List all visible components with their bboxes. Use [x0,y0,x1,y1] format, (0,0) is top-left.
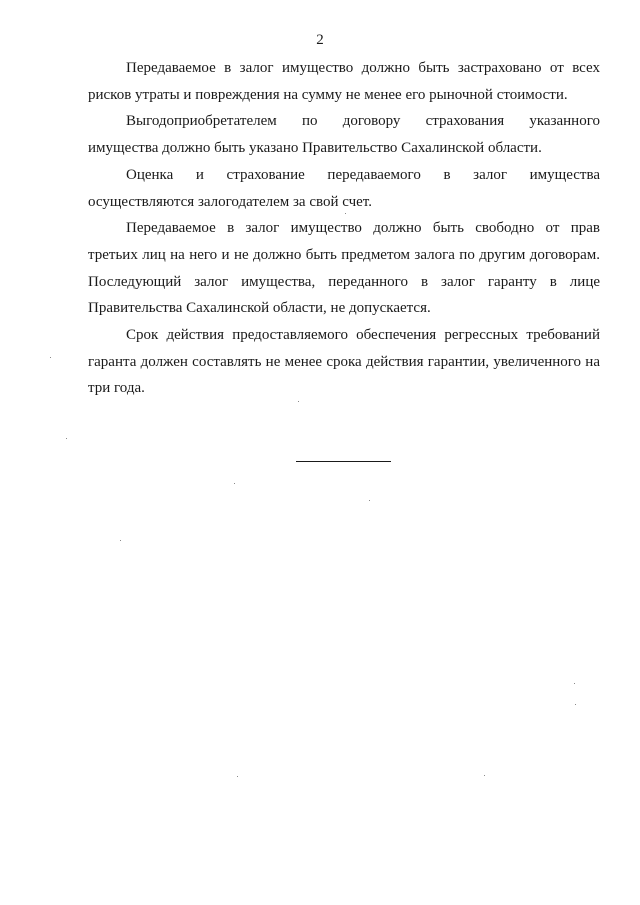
paragraph-rest: рисков утраты и повреждения на сумму не менее его рыночной стоимости. [88,86,568,103]
document-body [88,55,600,402]
scan-speck [237,776,238,777]
paragraph-encumbrance [88,215,600,322]
scan-speck [298,401,299,402]
scan-speck [234,483,235,484]
scan-speck [345,213,346,214]
page-number: 2 [316,32,324,48]
end-divider-line [296,461,391,462]
scan-speck [66,438,67,439]
paragraph-first-line: Выгодоприобретателем по договору страхования указанного [126,113,600,130]
paragraph-beneficiary [88,108,600,161]
scan-speck [50,357,51,358]
scan-speck [574,683,575,684]
paragraph-term [88,322,600,402]
paragraph-first-line: Передаваемое в залог имущество должно быть застраховано от всех [126,60,600,76]
scan-speck [120,540,121,541]
paragraph-rest: третьих лиц на него и не должно быть предметом залога по другим договорам. Последующий залог имущества, переданного в залог гаранту в лице Правительства Сахалинской области, не допускается. [88,246,600,317]
paragraph-rest: имущества должно быть указано Правительство Сахалинской области. [88,140,542,157]
paragraph-valuation [88,162,600,215]
paragraph-first-line: Передаваемое в залог имущество должно быть свободно от прав [126,220,600,237]
paragraph-rest: осуществляются залогодателем за свой счет. [88,193,372,210]
scan-speck [484,775,485,776]
paragraph-first-line: Срок действия предоставляемого обеспечения регрессных требований [126,327,600,344]
paragraph-first-line: Оценка и страхование передаваемого в залог имущества [126,166,600,183]
scan-speck [369,500,370,501]
scan-speck [575,704,576,705]
paragraph-rest: гаранта должен составлять не менее срока действия гарантии, увеличенного на три года. [88,353,600,397]
paragraph-insurance [88,55,600,108]
